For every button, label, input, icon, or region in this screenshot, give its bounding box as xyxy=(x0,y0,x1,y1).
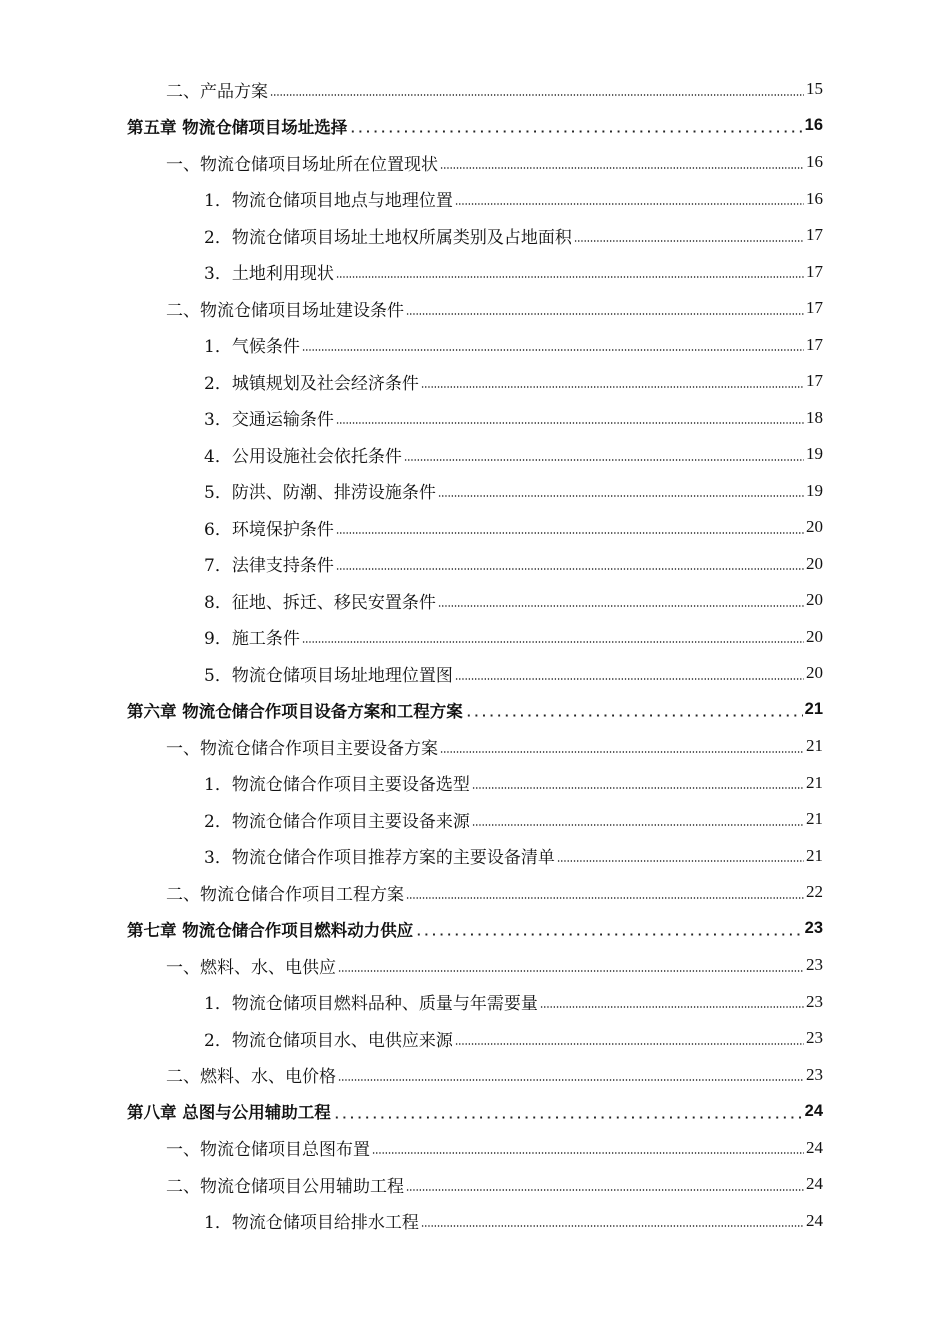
toc-page-number: 17 xyxy=(806,371,823,391)
toc-page-number: 24 xyxy=(804,1101,823,1120)
toc-page-number: 17 xyxy=(806,298,823,318)
toc-entry-title: 1．物流仓储项目地点与地理位置 xyxy=(204,191,453,212)
dot-leader xyxy=(557,860,804,862)
dot-leader xyxy=(440,167,804,169)
toc-entry-title: 二、燃料、水、电价格 xyxy=(166,1067,336,1088)
dot-leader xyxy=(372,1152,804,1154)
toc-entry-title: 二、物流仓储项目公用辅助工程 xyxy=(166,1176,404,1197)
dot-leader xyxy=(338,1079,804,1081)
toc-page-number: 18 xyxy=(806,407,823,427)
toc-page-number: 22 xyxy=(806,882,823,902)
dot-leader xyxy=(421,386,804,388)
toc-page-number: 17 xyxy=(806,225,823,245)
toc-entry-title: 1．物流仓储项目燃料品种、质量与年需要量 xyxy=(204,994,538,1015)
toc-page-number: 21 xyxy=(806,772,823,792)
dot-leader xyxy=(415,933,802,936)
dot-leader xyxy=(336,276,804,278)
dot-leader xyxy=(406,313,804,315)
toc-section-entry[interactable] xyxy=(0,1130,950,1167)
dot-leader xyxy=(336,422,804,424)
toc-subsection-entry[interactable] xyxy=(0,765,950,802)
dot-leader xyxy=(302,641,804,643)
toc-page-number: 21 xyxy=(806,736,823,756)
toc-page-number: 20 xyxy=(806,663,823,683)
toc-entry-title: 一、物流仓储合作项目主要设备方案 xyxy=(166,738,438,759)
dot-leader xyxy=(421,1225,804,1227)
toc-page-number: 15 xyxy=(806,79,823,99)
toc-entry-title: 二、物流仓储合作项目工程方案 xyxy=(166,884,404,905)
toc-page-number: 19 xyxy=(806,444,823,464)
toc-entry-title: 第八章 总图与公用辅助工程 xyxy=(127,1103,331,1123)
toc-entry-title: 5．防洪、防潮、排涝设施条件 xyxy=(204,483,436,504)
toc-section-entry[interactable] xyxy=(0,1057,950,1094)
dot-leader xyxy=(404,459,804,461)
toc-page-number: 21 xyxy=(804,700,823,719)
toc-entry-title: 1．气候条件 xyxy=(204,337,300,358)
dot-leader xyxy=(336,532,804,534)
toc-section-entry[interactable] xyxy=(0,947,950,984)
toc-section-entry[interactable] xyxy=(0,874,950,911)
toc-entry-title: 一、物流仓储项目场址所在位置现状 xyxy=(166,154,438,175)
toc-page-number: 16 xyxy=(806,152,823,172)
dot-leader xyxy=(302,349,804,351)
toc-page-number: 16 xyxy=(806,188,823,208)
dot-leader xyxy=(455,1043,804,1045)
toc-entry-title: 2．物流仓储项目场址土地权所属类别及占地面积 xyxy=(204,227,572,248)
toc-entry-title: 第五章 物流仓储项目场址选择 xyxy=(127,117,348,137)
toc-page-number: 23 xyxy=(804,919,823,938)
toc-subsection-entry[interactable] xyxy=(0,217,950,254)
toc-section-entry[interactable] xyxy=(0,144,950,181)
dot-leader xyxy=(472,824,804,826)
toc-subsection-entry[interactable] xyxy=(0,1020,950,1057)
toc-page-number: 24 xyxy=(806,1174,823,1194)
dot-leader xyxy=(574,240,804,242)
toc-entry-title: 3．土地利用现状 xyxy=(204,264,334,285)
toc-subsection-entry[interactable] xyxy=(0,363,950,400)
dot-leader xyxy=(406,897,804,899)
toc-entry-title: 3．物流仓储合作项目推荐方案的主要设备清单 xyxy=(204,848,555,869)
toc-entry-title: 1．物流仓储项目给排水工程 xyxy=(204,1213,419,1234)
toc-entry-title: 8．征地、拆迁、移民安置条件 xyxy=(204,592,436,613)
toc-page-number: 16 xyxy=(804,116,823,135)
toc-entry-title: 二、产品方案 xyxy=(166,81,268,102)
toc-subsection-entry[interactable] xyxy=(0,984,950,1021)
toc-page-number: 17 xyxy=(806,334,823,354)
toc-subsection-entry[interactable] xyxy=(0,509,950,546)
dot-leader xyxy=(438,495,804,497)
toc-subsection-entry[interactable] xyxy=(0,327,950,364)
toc-page-number: 20 xyxy=(806,590,823,610)
toc-entry-title: 4．公用设施社会依托条件 xyxy=(204,446,402,467)
toc-subsection-entry[interactable] xyxy=(0,655,950,692)
dot-leader xyxy=(270,94,804,96)
dot-leader xyxy=(349,130,802,133)
toc-subsection-entry[interactable] xyxy=(0,473,950,510)
toc-page-number: 20 xyxy=(806,626,823,646)
toc-entry-title: 3．交通运输条件 xyxy=(204,410,334,431)
toc-entry-title: 2．物流仓储项目水、电供应来源 xyxy=(204,1030,453,1051)
toc-entry-title: 7．法律支持条件 xyxy=(204,556,334,577)
toc-entry-title: 二、物流仓储项目场址建设条件 xyxy=(166,300,404,321)
toc-subsection-entry[interactable] xyxy=(0,181,950,218)
toc-entry-title: 1．物流仓储合作项目主要设备选型 xyxy=(204,775,470,796)
toc-subsection-entry[interactable] xyxy=(0,619,950,656)
toc-chapter-entry[interactable] xyxy=(0,911,950,948)
toc-section-entry[interactable] xyxy=(0,290,950,327)
dot-leader xyxy=(440,751,804,753)
dot-leader xyxy=(455,203,804,205)
toc-page-number: 20 xyxy=(806,517,823,537)
dot-leader xyxy=(338,970,804,972)
toc-page-number: 21 xyxy=(806,809,823,829)
toc-subsection-entry[interactable] xyxy=(0,436,950,473)
dot-leader xyxy=(333,1116,803,1119)
toc-entry-title: 2．城镇规划及社会经济条件 xyxy=(204,373,419,394)
toc-entry-title: 5．物流仓储项目场址地理位置图 xyxy=(204,665,453,686)
dot-leader xyxy=(465,714,803,717)
toc-entry-title: 9．施工条件 xyxy=(204,629,300,650)
toc-page-number: 17 xyxy=(806,261,823,281)
dot-leader xyxy=(455,678,804,680)
toc-page-number: 23 xyxy=(806,991,823,1011)
toc-subsection-entry[interactable] xyxy=(0,254,950,291)
toc-page-number: 23 xyxy=(806,1064,823,1084)
dot-leader xyxy=(336,568,804,570)
toc-page-number: 23 xyxy=(806,1028,823,1048)
toc-subsection-entry[interactable] xyxy=(0,801,950,838)
toc-section-entry[interactable] xyxy=(0,1166,950,1203)
toc-section-entry[interactable] xyxy=(0,728,950,765)
toc-page-number: 21 xyxy=(806,845,823,865)
toc-page-number: 24 xyxy=(806,1137,823,1157)
toc-section-entry[interactable] xyxy=(0,71,950,108)
toc-subsection-entry[interactable] xyxy=(0,582,950,619)
toc-chapter-entry[interactable] xyxy=(0,108,950,145)
dot-leader xyxy=(472,787,804,789)
dot-leader xyxy=(540,1006,804,1008)
table-of-contents xyxy=(0,71,950,1239)
toc-subsection-entry[interactable] xyxy=(0,400,950,437)
toc-chapter-entry[interactable] xyxy=(0,692,950,729)
toc-entry-title: 第六章 物流仓储合作项目设备方案和工程方案 xyxy=(127,701,463,721)
toc-page-number: 23 xyxy=(806,955,823,975)
toc-page-number: 24 xyxy=(806,1210,823,1230)
toc-page-number: 20 xyxy=(806,553,823,573)
toc-entry-title: 6．环境保护条件 xyxy=(204,519,334,540)
toc-page-number: 19 xyxy=(806,480,823,500)
toc-entry-title: 一、物流仓储项目总图布置 xyxy=(166,1140,370,1161)
toc-subsection-entry[interactable] xyxy=(0,838,950,875)
dot-leader xyxy=(406,1189,804,1191)
toc-entry-title: 2．物流仓储合作项目主要设备来源 xyxy=(204,811,470,832)
toc-entry-title: 第七章 物流仓储合作项目燃料动力供应 xyxy=(127,920,414,940)
toc-entry-title: 一、燃料、水、电供应 xyxy=(166,957,336,978)
toc-subsection-entry[interactable] xyxy=(0,1203,950,1240)
toc-chapter-entry[interactable] xyxy=(0,1093,950,1130)
dot-leader xyxy=(438,605,804,607)
toc-subsection-entry[interactable] xyxy=(0,546,950,583)
